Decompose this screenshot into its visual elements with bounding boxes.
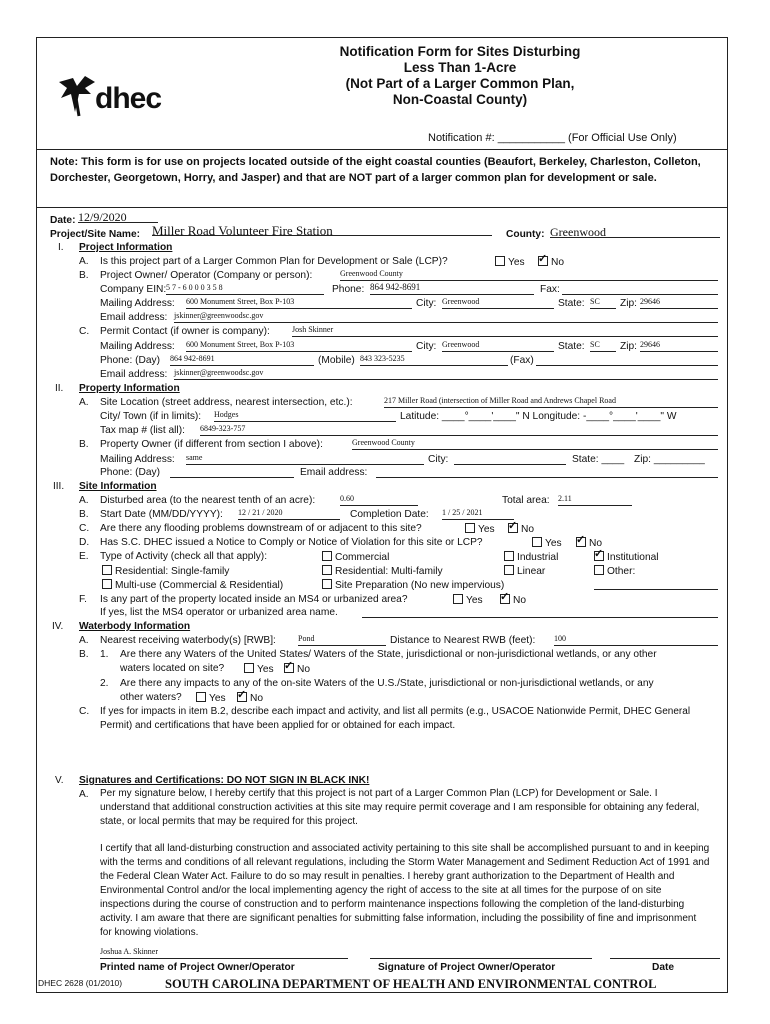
lat-long[interactable]: Latitude: ____°____'____" N Longitude: -____°____'____" W — [400, 411, 677, 422]
c-mobile-field[interactable]: 843 323-5235 — [360, 353, 508, 366]
ms4-yes-checkbox[interactable] — [453, 594, 463, 604]
c-city-label: City: — [416, 341, 437, 352]
project-site-field[interactable]: Miller Road Volunteer Fire Station — [152, 223, 492, 236]
dhec-logo — [55, 70, 175, 120]
impacts-no[interactable]: ✓ No — [237, 692, 263, 704]
lcp-yes-checkbox[interactable] — [495, 256, 505, 266]
res-multi-checkbox[interactable] — [322, 565, 332, 575]
lcp-yes[interactable]: Yes — [495, 256, 525, 268]
waters-yes-checkbox[interactable] — [244, 663, 254, 673]
date-label-sign: Date — [652, 962, 675, 973]
waters-no[interactable]: ✓ No — [284, 663, 310, 675]
p-city-field[interactable] — [454, 452, 566, 465]
permit-contact-label: Permit Contact (if owner is company): — [100, 326, 270, 337]
certification-paragraph-2: I certify that all land-disturbing construction and associated activity pertaining to this site shall be accomplished pursuant to and in keeping with the terms and conditions of all relevant regulations, including the Storm Water Management and Sediment Reduction Act of 1991 and the Federal Clean Water Act. Failure to do so may result in penalties. I hereby grant authorization to the Department of Health and Environmental Control and/or the local implementing agency the right of access to the site at all times for the purpose of on site inspections during the course of construction and to perform maintenance inspections following the completion of the land-disturbing activity. I am aware that there are significant penalties for submitting false information, including the possibility of fine and imprisonment for knowing violations. — [100, 843, 710, 938]
mailing-field[interactable]: 600 Monument Street, Box P-103 — [186, 296, 412, 309]
p-city-label: City: — [428, 454, 449, 465]
notice-no[interactable]: ✓ No — [576, 537, 602, 549]
activity-linear[interactable]: Linear — [504, 565, 545, 577]
section-iv-title: Waterbody Information — [79, 621, 191, 632]
c-zip-label: Zip: — [620, 341, 637, 352]
activity-res-single[interactable]: Residential: Single-family — [102, 565, 229, 577]
res-single-checkbox[interactable] — [102, 565, 112, 575]
project-site-label: Project/Site Name: — [50, 229, 141, 240]
section-iv-number: IV. — [52, 621, 64, 632]
activity-label: Type of Activity (check all that apply): — [100, 551, 268, 562]
other-field[interactable] — [594, 577, 718, 590]
section-ii-number: II. — [55, 383, 64, 394]
state-label: State: — [558, 298, 585, 309]
waters-yes[interactable]: Yes — [244, 663, 274, 675]
city-town-field[interactable]: Hodges — [214, 409, 396, 422]
lcp-no-checkbox[interactable] — [538, 256, 548, 266]
c-state-field[interactable]: SC — [590, 339, 616, 352]
waters-question: Are there any Waters of the United States/ Waters of the State, jurisdictional or non-jurisdictional wetlands, or any other — [120, 649, 657, 660]
flooding-yes[interactable]: Yes — [465, 523, 495, 535]
activity-res-multi[interactable]: Residential: Multi-family — [322, 565, 443, 577]
county-field[interactable]: Greenwood — [550, 225, 720, 238]
section-v-number: V. — [55, 775, 64, 786]
c-zip-field[interactable]: 29646 — [640, 339, 718, 352]
signature-field[interactable] — [370, 946, 592, 959]
commercial-checkbox[interactable] — [322, 551, 332, 561]
notice-yes-checkbox[interactable] — [532, 537, 542, 547]
other-checkbox[interactable] — [594, 565, 604, 575]
header-divider — [36, 149, 728, 150]
activity-other[interactable]: Other: — [594, 565, 635, 577]
completion-label: Completion Date: — [350, 509, 429, 520]
multi-use-checkbox[interactable] — [102, 579, 112, 589]
b2-number: 2. — [100, 678, 109, 689]
b1-number: 1. — [100, 649, 109, 660]
zip-field[interactable]: 29646 — [640, 296, 718, 309]
ms4-list-field[interactable] — [362, 605, 718, 618]
p-email-field[interactable] — [376, 465, 718, 478]
s1-c-letter: C. — [79, 326, 90, 337]
p-phone-field[interactable] — [170, 465, 294, 478]
p-phone-label: Phone: (Day) — [100, 467, 161, 478]
disturbed-field[interactable]: 0.60 — [340, 493, 418, 506]
mailing-label: Mailing Address: — [100, 298, 175, 309]
impacts-description: If yes for impacts in item B.2, describe each impact and activity, and list all permits (e.g., USACOE Nationwide Permit, DHEC General Permit) and certifications that have been applied for or obtained for each impact. — [100, 706, 691, 731]
signature-label: Signature of Project Owner/Operator — [378, 962, 556, 973]
c-email-field[interactable]: jskinner@greenwoodsc.gov — [174, 367, 718, 380]
notice-yes[interactable]: Yes — [532, 537, 562, 549]
property-owner-field[interactable]: Greenwood County — [352, 437, 718, 450]
s3-c-letter: C. — [79, 523, 90, 534]
ein-label: Company EIN: — [100, 284, 167, 295]
s3-b-letter: B. — [79, 509, 89, 520]
s1-a-letter: A. — [79, 256, 89, 267]
distance-field[interactable]: 100 — [554, 633, 718, 646]
form-title — [300, 44, 620, 108]
note-divider — [36, 207, 728, 208]
institutional-checkbox[interactable] — [594, 551, 604, 561]
date-label: Date: — [50, 215, 76, 226]
section-iii-title: Site Information — [79, 481, 157, 492]
p-email-label: Email address: — [300, 467, 368, 478]
impacts-question: Are there any impacts to any of the on-site Waters of the U.S./State, jurisdictional or non-jurisdictional wetlands, or any — [120, 678, 654, 689]
phone-label: Phone: — [332, 284, 365, 295]
ms4-no[interactable]: ✓ No — [500, 594, 526, 606]
footer-agency: SOUTH CAROLINA DEPARTMENT OF HEALTH AND ENVIRONMENTAL CONTROL — [165, 977, 657, 991]
s3-e-letter: E. — [79, 551, 89, 562]
c-email-label: Email address: — [100, 369, 168, 380]
section-i-number: I. — [58, 242, 64, 253]
city-field[interactable]: Greenwood — [442, 296, 554, 309]
p-mailing-field[interactable]: same — [186, 452, 424, 465]
start-date-label: Start Date (MM/DD/YYYY): — [100, 509, 223, 520]
activity-industrial[interactable]: Industrial — [504, 551, 558, 563]
flooding-question: Are there any flooding problems downstream of or adjacent to this site? — [100, 523, 422, 534]
activity-multi-use[interactable]: Multi-use (Commercial & Residential) — [102, 579, 283, 591]
total-area-label: Total area: — [502, 495, 550, 506]
tax-map-field[interactable]: 6849-323-757 — [200, 423, 718, 436]
title-line-2: Less Than 1-Acre — [403, 60, 517, 75]
lcp-question: Is this project part of a Larger Common Plan for Development or Sale (LCP)? — [100, 256, 448, 267]
city-town-label: City/ Town (if in limits): — [100, 411, 202, 422]
rwb-label: Nearest receiving waterbody(s) [RWB]: — [100, 635, 276, 646]
c-fax-label: (Fax) — [510, 355, 534, 366]
c-day-phone-label: Phone: (Day) — [100, 355, 161, 366]
flooding-yes-checkbox[interactable] — [465, 523, 475, 533]
c-mobile-label: (Mobile) — [318, 355, 355, 366]
s3-d-letter: D. — [79, 537, 90, 548]
s3-f-letter: F. — [79, 594, 87, 605]
c-fax-field[interactable] — [536, 353, 718, 366]
ms4-list-label: If yes, list the MS4 operator or urbanized area name. — [100, 607, 338, 618]
p-mailing-label: Mailing Address: — [100, 454, 175, 465]
section-ii-title: Property Information — [79, 383, 180, 394]
fax-field[interactable] — [562, 282, 718, 295]
s2-a-letter: A. — [79, 397, 89, 408]
permit-contact-field[interactable]: Josh Skinner — [292, 324, 718, 337]
impacts-no-checkbox[interactable] — [237, 692, 247, 702]
logo-text: dhec — [95, 82, 162, 115]
c-mailing-label: Mailing Address: — [100, 341, 175, 352]
distance-label: Distance to Nearest RWB (feet): — [390, 635, 536, 646]
notice-no-checkbox[interactable] — [576, 537, 586, 547]
disturbed-label: Disturbed area (to the nearest tenth of an acre): — [100, 495, 316, 506]
title-line-3: (Not Part of a Larger Common Plan, — [345, 76, 575, 91]
c-state-label: State: — [558, 341, 585, 352]
county-label: County: — [506, 229, 545, 240]
site-prep-checkbox[interactable] — [322, 579, 332, 589]
waters-question-2: waters located on site? — [120, 663, 225, 674]
linear-checkbox[interactable] — [504, 565, 514, 575]
p-zip[interactable]: Zip: _________ — [634, 454, 705, 465]
ms4-no-checkbox[interactable] — [500, 594, 510, 604]
flooding-no[interactable]: ✓ No — [508, 523, 534, 535]
impacts-yes[interactable]: Yes — [196, 692, 226, 704]
fax-label: Fax: — [540, 284, 560, 295]
impacts-question-2: other waters? — [120, 692, 182, 703]
lcp-no[interactable]: ✓ No — [538, 256, 564, 268]
total-area-field[interactable]: 2.11 — [558, 493, 632, 506]
rwb-field[interactable]: Pond — [298, 633, 386, 646]
property-owner-label: Property Owner (if different from section I above): — [100, 439, 323, 450]
owner-field[interactable]: Greenwood County — [340, 268, 718, 281]
sign-date-field[interactable] — [610, 946, 720, 959]
tax-map-label: Tax map # (list all): — [100, 425, 185, 436]
s4-a-letter: A. — [79, 635, 89, 646]
s3-a-letter: A. — [79, 495, 89, 506]
c-mailing-field[interactable]: 600 Monument Street, Box P-103 — [186, 339, 412, 352]
s4-c-letter: C. — [79, 706, 90, 717]
note-text: Note: This form is for use on projects located outside of the eight coastal counties (Beaufort, Berkeley, Charleston, Colleton, Dorchester, Georgetown, Horry, and Jasper) and that are NOT part of a larger common plan for development or sale. — [50, 156, 701, 184]
activity-site-prep[interactable]: Site Preparation (No new impervious) — [322, 579, 504, 591]
notice-question: Has S.C. DHEC issued a Notice to Comply or Notice of Violation for this site or LCP? — [100, 537, 483, 548]
s2-b-letter: B. — [79, 439, 89, 450]
flooding-no-checkbox[interactable] — [508, 523, 518, 533]
section-v-title: Signatures and Certifications: DO NOT SIGN IN BLACK INK! — [79, 775, 370, 786]
email-field[interactable]: jskinner@greenwoodsc.gov — [174, 310, 718, 323]
state-field[interactable]: SC — [590, 296, 616, 309]
section-i-title: Project Information — [79, 242, 173, 253]
printed-name-field[interactable]: Joshua A. Skinner — [100, 946, 348, 959]
email-label: Email address: — [100, 312, 168, 323]
section-iii-number: III. — [53, 481, 65, 492]
site-location-field[interactable]: 217 Miller Road (intersection of Miller Road and Andrews Chapel Road — [384, 395, 718, 408]
s1-b-letter: B. — [79, 270, 89, 281]
waters-no-checkbox[interactable] — [284, 663, 294, 673]
ms4-question: Is any part of the property located inside an MS4 or urbanized area? — [100, 594, 408, 605]
phone-field[interactable]: 864 942-8691 — [370, 282, 534, 295]
site-location-label: Site Location (street address, nearest intersection, etc.): — [100, 397, 353, 408]
owner-label: Project Owner/ Operator (Company or person): — [100, 270, 313, 281]
c-city-field[interactable]: Greenwood — [442, 339, 554, 352]
start-date-field[interactable]: 12 / 21 / 2020 — [238, 507, 340, 520]
printed-name-label: Printed name of Project Owner/Operator — [100, 962, 295, 973]
c-day-phone-field[interactable]: 864 942-8691 — [170, 353, 314, 366]
s4-b-letter: B. — [79, 649, 89, 660]
zip-label: Zip: — [620, 298, 637, 309]
industrial-checkbox[interactable] — [504, 551, 514, 561]
completion-field[interactable]: 1 / 25 / 2021 — [442, 507, 514, 520]
title-line-4: Non-Coastal County) — [392, 92, 528, 107]
activity-commercial[interactable]: Commercial — [322, 551, 389, 563]
certification-paragraph-1: Per my signature below, I hereby certify that this project is not part of a Larger Common Plan (LCP) for Development or Sale. I understand that additional construction activities at this site may require permit coverage and I am responsible for obtaining any federal, state, or local permits that may be required for this project. — [100, 788, 700, 827]
ms4-yes[interactable]: Yes — [453, 594, 483, 606]
impacts-yes-checkbox[interactable] — [196, 692, 206, 702]
activity-institutional[interactable]: ✓ Institutional — [594, 551, 659, 563]
date-field[interactable]: 12/9/2020 — [78, 210, 158, 223]
city-label: City: — [416, 298, 437, 309]
title-line-1: Notification Form for Sites Disturbing — [339, 44, 581, 59]
notification-number: Notification #: ___________ (For Official Use Only) — [428, 132, 677, 144]
form-code: DHEC 2628 (01/2010) — [38, 978, 123, 988]
s5-a-letter: A. — [79, 789, 89, 800]
p-state[interactable]: State: ____ — [572, 454, 625, 465]
ein-field[interactable]: 5 7 - 6 0 0 0 3 5 8 — [166, 282, 324, 295]
